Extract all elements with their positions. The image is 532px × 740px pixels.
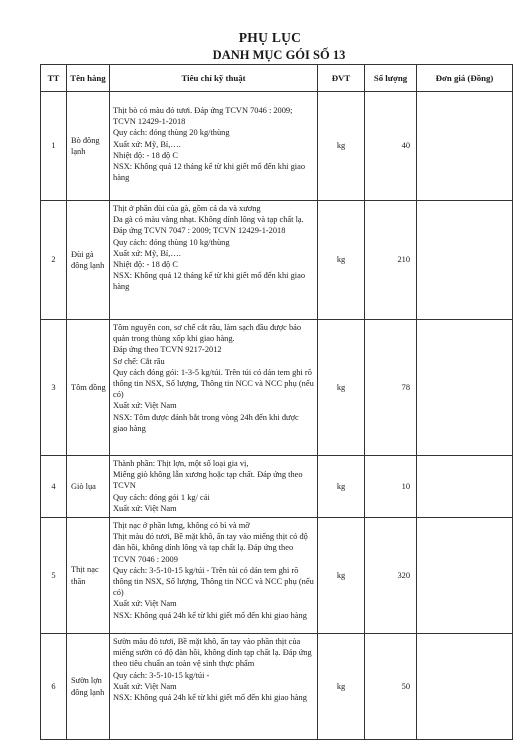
row-criteria <box>110 201 318 320</box>
row-criteria <box>110 320 318 456</box>
row-price <box>417 201 513 320</box>
criteria-line: Xuất xứ: Mỹ, Bỉ,…. <box>113 139 181 149</box>
header-tt: TT <box>41 65 67 92</box>
criteria-line: Da gà có màu vàng nhạt. Không dính lông và tạp chất lạ. Đáp ứng TCVN 7047 : 2009; TCVN 12429-1-2018 <box>113 215 304 236</box>
row-unit: kg <box>318 201 365 320</box>
table-row <box>41 456 513 518</box>
criteria-line: Thịt ở phần đùi của gà, gồm cả da và xương <box>113 204 261 213</box>
row-criteria <box>110 634 318 740</box>
table-row <box>41 518 513 634</box>
header-criteria: Tiêu chí kỹ thuật <box>110 65 318 92</box>
row-price <box>417 634 513 740</box>
header-qty: Số lượng <box>365 65 417 92</box>
criteria-line: Xuất xứ: Mỹ, Bỉ,…. <box>113 248 181 258</box>
row-criteria <box>110 456 318 518</box>
criteria-line: Miếng giò không lẫn xương hoặc tạp chất. Đáp ứng theo TCVN <box>113 470 303 491</box>
criteria-line: NSX: Không quá 24h kể từ khi giết mổ đến khi giao hàng <box>113 693 307 703</box>
row-name: Tôm đồng <box>67 320 110 456</box>
page-subtitle: DANH MỤC GÓI SỐ 13 <box>212 48 346 62</box>
criteria-line: NSX: Không quá 12 tháng kể từ khi giết mổ đến khi giao hàng <box>113 271 306 292</box>
row-qty: 50 <box>365 634 417 740</box>
page-title: PHỤ LỤC <box>238 30 302 45</box>
row-name: Thịt nạc thăn <box>67 518 110 634</box>
header-name: Tên hàng <box>67 65 110 92</box>
criteria-line: Xuất xứ: Việt Nam <box>113 599 177 609</box>
row-tt: 4 <box>41 456 67 518</box>
criteria-line: Nhiệt độ: - 18 độ C <box>113 260 178 270</box>
criteria-line: Quy cách: 3-5-10-15 kg/túi - Trên túi có dán tem ghi rõ thông tin NSX, Số lượng, Thông tin NCC và NCC phụ (nếu có) <box>113 565 314 598</box>
criteria-line: Xuất xứ: Việt Nam <box>113 503 177 513</box>
criteria-line: Thịt màu đỏ tươi, Bề mặt khô, ấn tay vào miếng thịt có độ đàn hồi, không dính lông và tạp chất lạ. Đáp ứng theo TCVN 7046 : 2009 <box>113 532 308 564</box>
criteria-line: Thịt bò có màu đỏ tươi. Đáp ứng TCVN 7046 : 2009; TCVN 12429-1-2018 <box>113 106 293 127</box>
row-tt: 6 <box>41 634 67 740</box>
row-qty: 210 <box>365 201 417 320</box>
row-unit: kg <box>318 320 365 456</box>
row-name: Bò đông lạnh <box>67 92 110 201</box>
table-row <box>41 320 513 456</box>
header-unit: ĐVT <box>318 65 365 92</box>
row-tt: 5 <box>41 518 67 634</box>
row-unit: kg <box>318 634 365 740</box>
row-unit: kg <box>318 518 365 634</box>
row-tt: 2 <box>41 201 67 320</box>
row-qty: 320 <box>365 518 417 634</box>
table-row <box>41 92 513 201</box>
criteria-line: Sơ chế: Cắt râu <box>113 356 165 366</box>
criteria-line: Sườn màu đỏ tươi, Bề mặt khô, ấn tay vào phần thịt của miếng sườn có độ đàn hồi, không dính tạp chất lạ. Đáp ứng theo tiêu chuẩn an toàn vệ sinh thực phẩm <box>113 637 312 669</box>
criteria-line: Đáp ứng theo TCVN 9217-2012 <box>113 345 222 355</box>
product-table <box>40 64 513 740</box>
row-criteria <box>110 518 318 634</box>
row-price <box>417 456 513 518</box>
table-header-row <box>41 65 513 92</box>
table-row <box>41 634 513 740</box>
row-price <box>417 320 513 456</box>
row-qty: 40 <box>365 92 417 201</box>
criteria-line: Nhiệt độ: - 18 độ C <box>113 150 178 160</box>
criteria-line: NSX: Tôm được đánh bắt trong vòng 24h đến khi được giao hàng <box>113 412 299 433</box>
table-row <box>41 201 513 320</box>
row-qty: 78 <box>365 320 417 456</box>
criteria-line: Tôm nguyên con, sơ chế cắt râu, làm sạch đầu được bảo quản trong thùng xốp khi giao hàng. <box>113 323 302 344</box>
criteria-line: Quy cách đóng gói: 1-3-5 kg/túi. Trên túi có dán tem ghi rõ thông tin NSX, Số lượng, Thông tin NCC và NCC phụ (nếu có) <box>113 367 314 400</box>
criteria-line: Thành phần: Thịt lợn, một số loại gia vị, <box>113 459 249 468</box>
row-qty: 10 <box>365 456 417 518</box>
criteria-line: Quy cách: đóng thùng 10 kg/thùng <box>113 237 230 247</box>
row-price <box>417 92 513 201</box>
row-criteria <box>110 92 318 201</box>
criteria-line: Quy cách: đóng thùng 20 kg/thùng <box>113 128 230 138</box>
row-name: Giò lụa <box>67 456 110 518</box>
row-tt: 3 <box>41 320 67 456</box>
row-unit: kg <box>318 456 365 518</box>
header-price: Đơn giá (Đồng) <box>417 65 513 92</box>
row-tt: 1 <box>41 92 67 201</box>
row-unit: kg <box>318 92 365 201</box>
criteria-line: Quy cách: đóng gói 1 kg/ cái <box>113 492 210 502</box>
criteria-line: Xuất xứ: Việt Nam <box>113 401 177 411</box>
criteria-line: Quy cách: 3-5-10-15 kg/túi - <box>113 670 210 680</box>
row-name: Đùi gà đông lạnh <box>67 201 110 320</box>
row-price <box>417 518 513 634</box>
row-name: Sườn lợn đông lạnh <box>67 634 110 740</box>
criteria-line: Xuất xứ: Việt Nam <box>113 681 177 691</box>
criteria-line: NSX: Không quá 12 tháng kể từ khi giết mổ đến khi giao hàng <box>113 162 306 183</box>
criteria-line: Thịt nạc ở phần lưng, không có bì và mỡ <box>113 521 250 530</box>
criteria-line: NSX: Không quá 24h kể từ khi giết mổ đến khi giao hàng <box>113 610 307 620</box>
